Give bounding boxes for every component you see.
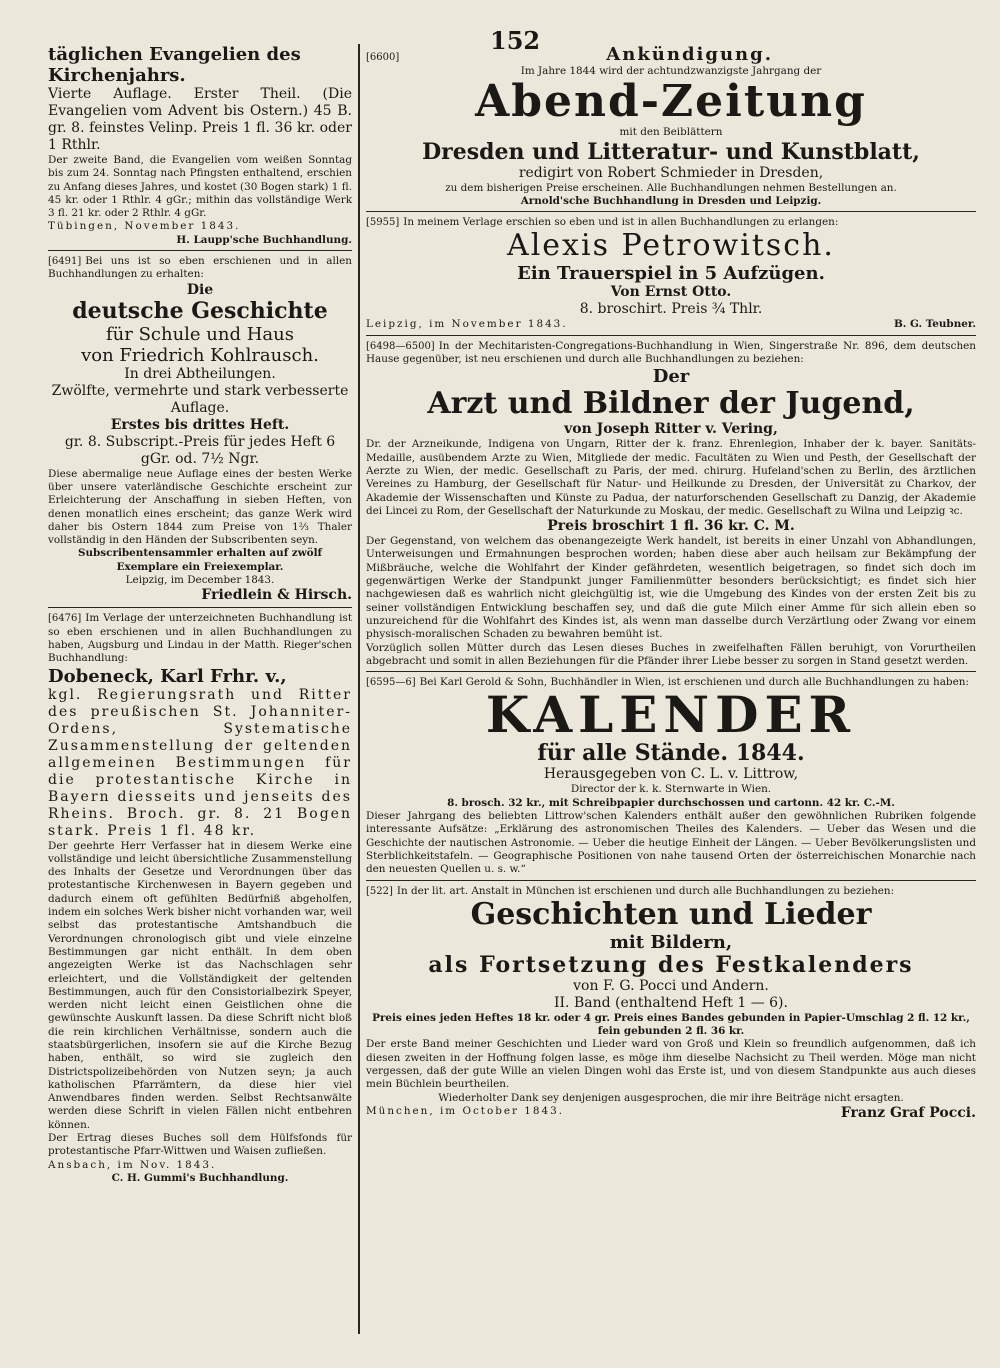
ad-abend-line4: zu dem bisherigen Preise erscheinen. Alle Buchhandlungen nehmen Bestellungen an.: [445, 181, 897, 194]
ad-pocci-price: Preis eines jeden Heftes 18 kr. oder 4 gr. Preis eines Bandes gebunden in Papier-Umschlag 2 fl. 12 kr., fein gebunden 2 fl. 36 kr.: [372, 1011, 970, 1038]
ad-alexis-price: 8. broschirt. Preis ¾ Thlr.: [579, 301, 763, 318]
ad-kalender-director: Director der k. k. Sternwarte in Wien.: [570, 783, 772, 796]
left-column: [48, 44, 352, 1344]
ad-kohlrausch-place: Leipzig, im December 1843.: [125, 574, 275, 587]
ad-id: [6498—6500]: [366, 340, 435, 352]
ad-kohlrausch-edition: Zwölfte, vermehrte und stark verbesserte Auflage.: [51, 382, 349, 416]
ad-evangelien-firm: H. Laupp'sche Buchhandlung.: [176, 233, 352, 246]
ad-kohlrausch-heft: Erstes bis drittes Heft.: [110, 416, 290, 433]
ad-id: [5955]: [366, 217, 400, 229]
ad-alexis-firm: B. G. Teubner.: [893, 318, 976, 331]
ad-vering-der: Der: [652, 366, 690, 388]
ad-pocci-band: II. Band (enthaltend Heft 1 — 6).: [554, 994, 788, 1011]
ad-id: [6491]: [48, 256, 82, 268]
ad-kalender-intro: Bei Karl Gerold & Sohn, Buchhändler in Wien, ist erschienen und durch alle Buchhandlungen zu haben:: [419, 676, 969, 689]
ad-abend-title: Abend-Zeitung: [475, 76, 867, 128]
ad-abend-line1: Im Jahre 1844 wird der achtundzwanzigste Jahrgang der: [520, 65, 822, 77]
ad-kohlrausch-price: gr. 8. Subscript.-Preis für jedes Heft 6 gGr. od. 7½ Ngr.: [64, 433, 336, 467]
ad-kohlrausch-subtitle: für Schule und Haus: [106, 323, 294, 345]
ad-pocci-authors: von F. G. Pocci und Andern.: [573, 977, 769, 994]
ad-vering-intro: In der Mechitaristen-Congregations-Buchhandlung in Wien, Singerstraße Nr. 896, dem deutschen Hause gegenüber, ist neu erschienen und durch alle Buchhandlungen zu beziehen:: [366, 339, 976, 366]
ad-pocci-sub2: als Fortsetzung des Festkalenders: [428, 951, 914, 978]
ad-dobeneck-firm: C. H. Gummi's Buchhandlung.: [111, 1171, 289, 1184]
ad-vering-body-2: Vorzüglich sollen Mütter durch das Lesen dieses Buches in zweifelhaften Fällen beruhigt, von Vorurtheilen abgebracht und somit in allen Beziehungen für die Pfänder ihrer Liebe besser zu sorgen in Stand gesetzt werden.: [366, 641, 976, 667]
ad-alexis-author: Von Ernst Otto.: [610, 284, 732, 301]
ad-pocci-sub1: mit Bildern,: [609, 931, 733, 953]
ad-abend-zeitung: [366, 44, 976, 212]
ad-abend-subtitle: Dresden und Litteratur- und Kunstblatt,: [422, 138, 920, 165]
ad-id: [6600]: [366, 52, 400, 63]
ad-vering-bio: Dr. der Arzneikunde, Indigena von Ungarn, Ritter der k. franz. Ehrenlegion, Inhaber der k. bayer. Sanitäts-Medaille, ausübendem Arzte zu Wien, Mitgliede der medic. Facultäten zu Wien und Pesth, der Gesellschaft der Aerzte zu Wien, der medic. Gesellschaft zu Paris, der med. chirurg. Hufeland'schen zu Berlin, des ärztlichen Vereines zu Hamburg, der Gesellschaft für Natur- und Heilkunde zu Dresden, der Universität zu Charkov, der Akademie der Wissenschaften und Künste zu Padua, der naturforschenden Gesellschaft zu Danzig, der Akademie dei Lincei zu Rom, der Gesellschaft der Naturkunde zu Moskau, der medic. Gesellschaft zu Wilna und Leipzig ꝛc.: [366, 438, 976, 517]
ad-dobeneck-place: Ansbach, im Nov. 1843.: [48, 1158, 217, 1171]
ad-pocci-title: Geschichten und Lieder: [470, 896, 872, 932]
ad-vering-title: Arzt und Bildner der Jugend,: [427, 386, 915, 422]
ad-kohlrausch-body: Diese abermalige neue Auflage eines der besten Werke über unsere vaterländische Geschichte erscheint zur Erleichterung der Anschaffung in sieben Heften, von denen monatlich eines erscheint; das ganze Werk wird daher bis Ostern 1844 zum Preise von 1⅔ Thaler vollständig in den Händen der Subscribenten seyn.: [48, 467, 352, 547]
ad-alexis-sub: Ein Trauerspiel in 5 Aufzügen.: [517, 263, 825, 285]
ad-vering: [366, 340, 976, 672]
ad-pocci: [366, 885, 976, 1125]
ad-evangelien-place: Tübingen, November 1843.: [48, 220, 241, 233]
ad-evangelien: [48, 44, 352, 251]
ad-kalender: [366, 676, 976, 880]
ad-kohlrausch-firm: Friedlein & Hirsch.: [201, 587, 352, 604]
ad-id: [522]: [366, 885, 393, 897]
right-column: [366, 44, 976, 1344]
ad-dobeneck-title: kgl. Regierungsrath und Ritter des preußischen St. Johanniter-Ordens, Systematische Zusammenstellung der geltenden allgemeinen Bestimmungen für die protestantische Kirche in Bayern diesseits und jenseits des Rheins. Broch. gr. 8. 21 Bogen stark. Preis 1 fl. 48 kr.: [48, 686, 352, 839]
ad-kalender-price: 8. brosch. 32 kr., mit Schreibpapier durchschossen und cartonn. 42 kr. C.-M.: [447, 796, 895, 809]
ad-kohlrausch-intro: Bei uns ist so eben erschienen und in allen Buchhandlungen zu erhalten:: [48, 255, 352, 281]
ad-dobeneck-intro: Im Verlage der unterzeichneten Buchhandlung ist so eben erschienen und in allen Buchhandlungen zu haben, Augsburg und Lindau in der Matth. Rieger'schen Buchhandlung:: [48, 612, 352, 665]
ad-dobeneck: [48, 612, 352, 1188]
ad-kalender-editor: Herausgegeben von C. L. v. Littrow,: [543, 766, 799, 783]
ad-dobeneck-body: Der geehrte Herr Verfasser hat in diesem Werke eine vollständige und leicht übersichtliche Zusammenstellung des Inhalts der Gesetze und Verordnungen über das protestantische Kirchenwesen in Bayern gegeben und dadurch einem oft gefühlten Bedürfniß abgeholfen, indem ein solches Werk bisher nicht vorhanden war, weil selbst das protestantische Amtshandbuch die Verordnungen chronologisch gibt und viele einzelne Bestimmungen gar nicht enthält. In dem oben angezeigten Werke ist das Nachschlagen sehr erleichtert, und die Vollständigkeit der geltenden Bestimmungen, auch für den Consistorialbezirk Speyer, werden nicht leicht einen Geistlichen ohne die gewünschte Auskunft lassen. Da diese Schrift nicht bloß die rein kirchlichen Verhältnisse, sondern auch die staatsbürgerlichen, insofern sie auf die Kirche Bezug haben, enthält, so wird sie zugleich den Districtspolizeibehörden von Nutzen seyn; ja auch katholischen Pfarrämtern, da diese hier viel Anwendbares finden werden. Selbst Rechtsanwälte werden diese Schrift in vielen Fällen nicht entbehren können.: [48, 839, 352, 1131]
ad-vering-body: Der Gegenstand, von welchem das obenangezeigte Werk handelt, ist bereits in einer Unzahl von Abhandlungen, Unterweisungen und Ermahnungen besprochen worden; haben diese aber auch heilsam zur Bekämpfung der Mißbräuche, welche die Wohlfahrt der Kinder gefährdeten, wesentlich beigetragen, so findet sich doch im gegenwärtigen Werke der Standpunkt junger Familienmütter besonders berücksichtigt; es findet sich hier nachgewiesen daß es wahrlich nicht gleichgültig ist, wie die Umgebung des Kindes von der ersten Zeit bis zu seiner vollständigen Entwicklung beschaffen sey, und daß die gute Milch einer Amme für sich allein eben so unzureichend für die Wohlfahrt des Kindes ist, als wenn man dasselbe durch Verzärtlung oder Zwang vor einem physisch-moralischen Schaden zu bewahren bemüht ist.: [366, 535, 976, 641]
ad-pocci-place: München, im October 1843.: [366, 1104, 565, 1117]
ad-kohlrausch: [48, 255, 352, 608]
ad-kalender-title: KALENDER: [485, 685, 857, 745]
ad-dobeneck-body-2: Der Ertrag dieses Buches soll dem Hülfsfonds für protestantische Pfarr-Wittwen und Waisen zufließen.: [48, 1132, 352, 1158]
ad-evangelien-details: Vierte Auflage. Erster Theil. (Die Evangelien vom Advent bis Ostern.) 45 B. gr. 8. feinstes Velinp. Preis 1 fl. 36 kr. oder 1 Rthlr.: [48, 86, 352, 153]
ad-id: [6476]: [48, 613, 82, 625]
column-divider: [358, 44, 360, 1334]
ad-evangelien-title: täglichen Evangelien des Kirchenjahrs.: [48, 44, 301, 86]
ad-kohlrausch-die: Die: [186, 281, 214, 298]
ad-abend-heading: Ankündigung.: [606, 44, 773, 65]
ad-pocci-intro: In der lit. art. Anstalt in München ist erschienen und durch alle Buchhandlungen zu beziehen:: [396, 884, 895, 897]
ad-kalender-body: Dieser Jahrgang des beliebten Littrow'schen Kalenders enthält außer den gewöhnlichen Rubriken folgende interessante Aufsätze: „Erklärung des astronomischen Theiles des Kalenders. — Ueber das Wesen und die Geschichte der nautischen Astronomie. — Ueber die heutige Einheit der Längen. — Ueber Bevölkerungslisten und Sterblichkeitstafeln. — Geographische Positionen von nahe tausend Orten der österreichischen Monarchie nach den neuesten Quellen u. s. w.“: [366, 810, 976, 876]
ad-vering-author: von Joseph Ritter v. Vering,: [564, 421, 778, 438]
ad-kohlrausch-author: von Friedrich Kohlrausch.: [81, 344, 319, 366]
page-number: 152: [490, 26, 541, 55]
ad-kohlrausch-collectors: Subscribentensammler erhalten auf zwölf Exemplare ein Freiexemplar.: [77, 547, 322, 573]
ad-vering-price: Preis broschirt 1 fl. 36 kr. C. M.: [547, 518, 795, 535]
ad-kohlrausch-title: deutsche Geschichte: [72, 297, 328, 324]
ad-id: [6595—6]: [366, 677, 416, 689]
ad-alexis-place: Leipzig, im November 1843.: [366, 318, 568, 331]
ad-pocci-sign: Franz Graf Pocci.: [840, 1104, 976, 1121]
ad-pocci-thanks: Wiederholter Dank sey denjenigen ausgesprochen, die mir ihre Beiträge nicht ersagten.: [438, 1091, 904, 1104]
ad-evangelien-body: Der zweite Band, die Evangelien vom weißen Sonntag bis zum 24. Sonntag nach Pfingsten enthaltend, erschien zu Anfang dieses Jahres, und kostet (30 Bogen stark) 1 fl. 45 kr. oder 1 Rthlr. 4 gGr.; mithin das vollständige Werk 3 fl. 21 kr. oder 2 Rthlr. 4 gGr.: [48, 154, 352, 220]
ad-abend-line3: redigirt von Robert Schmieder in Dresden,: [518, 164, 824, 181]
ad-alexis-title: Alexis Petrowitsch.: [507, 228, 835, 264]
ad-abend-line5: Arnold'sche Buchhandlung in Dresden und Leipzig.: [520, 194, 822, 207]
ad-alexis-intro: In meinem Verlage erschien so eben und ist in allen Buchhandlungen zu erlangen:: [403, 216, 839, 229]
ad-dobeneck-author: Dobeneck, Karl Frhr. v.,: [48, 665, 287, 687]
ad-kalender-sub: für alle Stände. 1844.: [537, 740, 805, 767]
ad-kohlrausch-parts: In drei Abtheilungen.: [124, 365, 276, 382]
ad-pocci-body: Der erste Band meiner Geschichten und Lieder ward von Groß und Klein so freundlich aufgenommen, daß ich diesen zweiten in der Hoffnung folgen lasse, es möge ihm dieselbe Nachsicht zu Theil werden. Möge man nicht vergessen, daß der gute Wille an vielen Dingen wohl das Erste ist, und von diesem Standpunkte aus auch dieses mein Büchlein beurtheilen.: [366, 1038, 976, 1091]
ad-abend-line2: mit den Beiblättern: [619, 126, 723, 139]
ad-alexis: [366, 216, 976, 336]
